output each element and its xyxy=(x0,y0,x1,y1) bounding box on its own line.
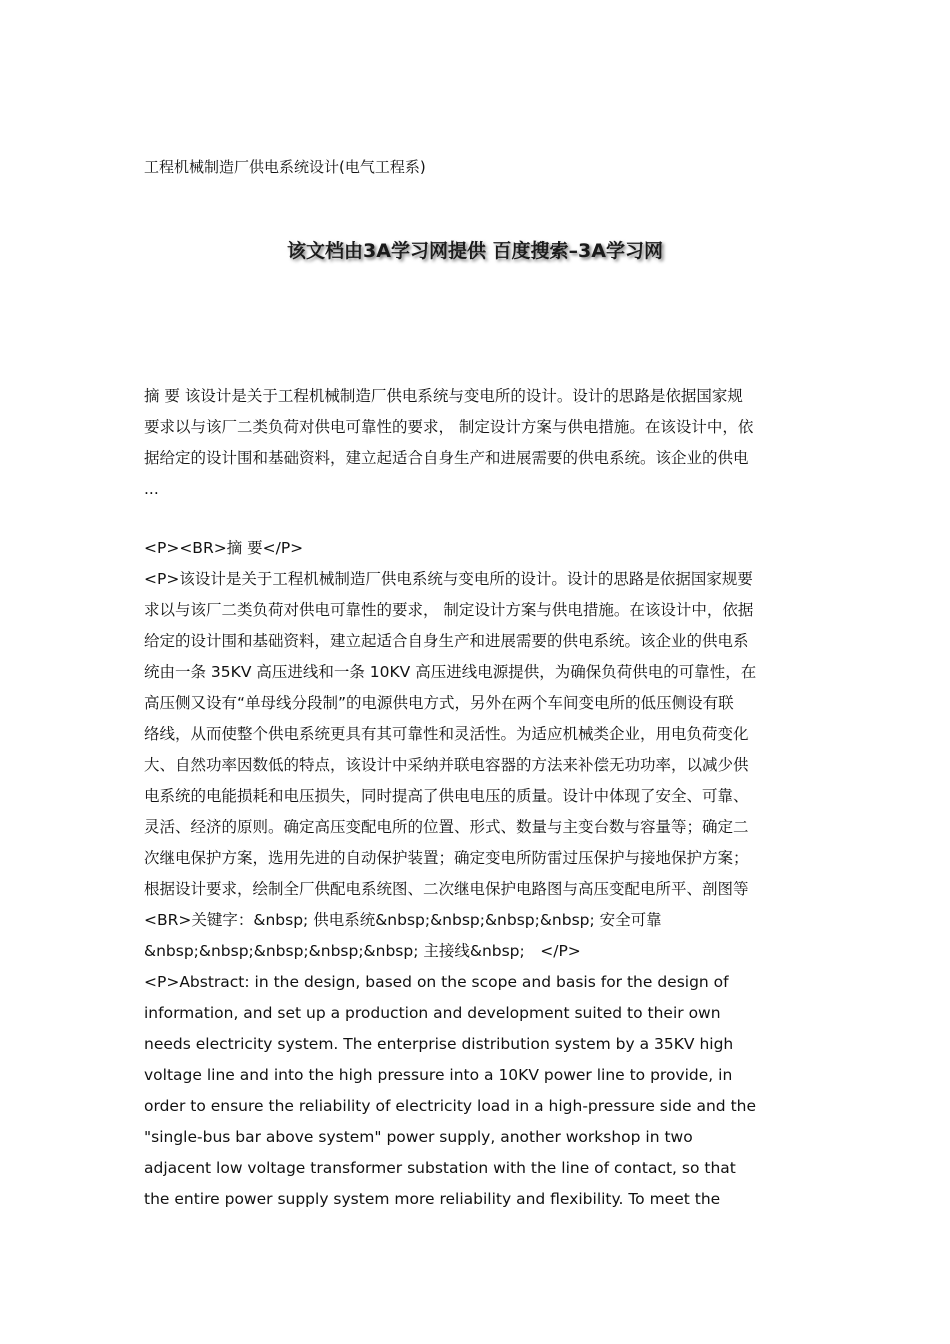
body-line: <BR>关键字：&nbsp; 供电系统&nbsp;&nbsp;&nbsp;&nbsp; 安全可靠 xyxy=(144,911,662,929)
summary-line: 据给定的设计围和基础资料，建立起适合自身生产和进展需要的供电系统。该企业的供电 xyxy=(144,449,749,467)
body-line: adjacent low voltage transformer substation with the line of contact, so that xyxy=(144,1159,736,1177)
body-line: "single-bus bar above system" power supply, another workshop in two xyxy=(144,1128,693,1146)
body-line: needs electricity system. The enterprise distribution system by a 35KV high xyxy=(144,1035,734,1053)
body-line: 络线，从而使整个供电系统更具有其可靠性和灵活性。为适应机械类企业，用电负荷变化 xyxy=(144,725,749,743)
body-line: <P>Abstract: in the design, based on the scope and basis for the design of xyxy=(144,973,729,991)
body-line: 根据设计要求，绘制全厂供配电系统图、二次继电保护电路图与高压变配电所平、剖图等 xyxy=(144,880,749,898)
body-line: &nbsp;&nbsp;&nbsp;&nbsp;&nbsp; 主接线&nbsp; </P> xyxy=(144,942,581,960)
body-line: information, and set up a production and development suited to their own xyxy=(144,1004,721,1022)
summary-paragraph xyxy=(144,381,806,505)
body-line: 求以与该厂二类负荷对供电可靠性的要求， 制定设计方案与供电措施。在该设计中，依据 xyxy=(144,601,754,619)
body-line: 给定的设计围和基础资料，建立起适合自身生产和进展需要的供电系统。该企业的供电系 xyxy=(144,632,749,650)
body-text xyxy=(144,533,806,1215)
summary-line: 摘 要 该设计是关于工程机械制造厂供电系统与变电所的设计。设计的思路是依据国家规 xyxy=(144,387,743,405)
body-line: 电系统的电能损耗和电压损失，同时提高了供电电压的质量。设计中体现了安全、可靠、 xyxy=(144,787,749,805)
body-line: 灵活、经济的原则。确定高压变配电所的位置、形式、数量与主变台数与容量等；确定二 xyxy=(144,818,749,836)
body-line: the entire power supply system more reliability and flexibility. To meet the xyxy=(144,1190,721,1208)
summary-line: 要求以与该厂二类负荷对供电可靠性的要求， 制定设计方案与供电措施。在该设计中，依 xyxy=(144,418,754,436)
body-line: 统由一条 35KV 高压进线和一条 10KV 高压进线电源提供，为确保负荷供电的可靠性，在 xyxy=(144,663,757,681)
body-line: 次继电保护方案，选用先进的自动保护装置；确定变电所防雷过压保护与接地保护方案； xyxy=(144,849,749,867)
body-line: <P><BR>摘 要</P> xyxy=(144,539,304,557)
body-line: <P>该设计是关于工程机械制造厂供电系统与变电所的设计。设计的思路是依据国家规要 xyxy=(144,570,753,588)
body-line: order to ensure the reliability of electricity load in a high-pressure side and the xyxy=(144,1097,757,1115)
page-title: 工程机械制造厂供电系统设计(电气工程系) xyxy=(144,158,426,176)
body-line: 高压侧又设有“单母线分段制”的电源供电方式，另外在两个车间变电所的低压侧设有联 xyxy=(144,694,734,712)
body-line: voltage line and into the high pressure into a 10KV power line to provide, in xyxy=(144,1066,733,1084)
body-line: 大、自然功率因数低的特点，该设计中采纳并联电容器的方法来补偿无功功率，以减少供 xyxy=(144,756,749,774)
summary-ellipsis: ... xyxy=(144,480,159,498)
watermark-banner: 该文档由3A学习网提供 百度搜索–3A学习网 xyxy=(287,240,663,262)
